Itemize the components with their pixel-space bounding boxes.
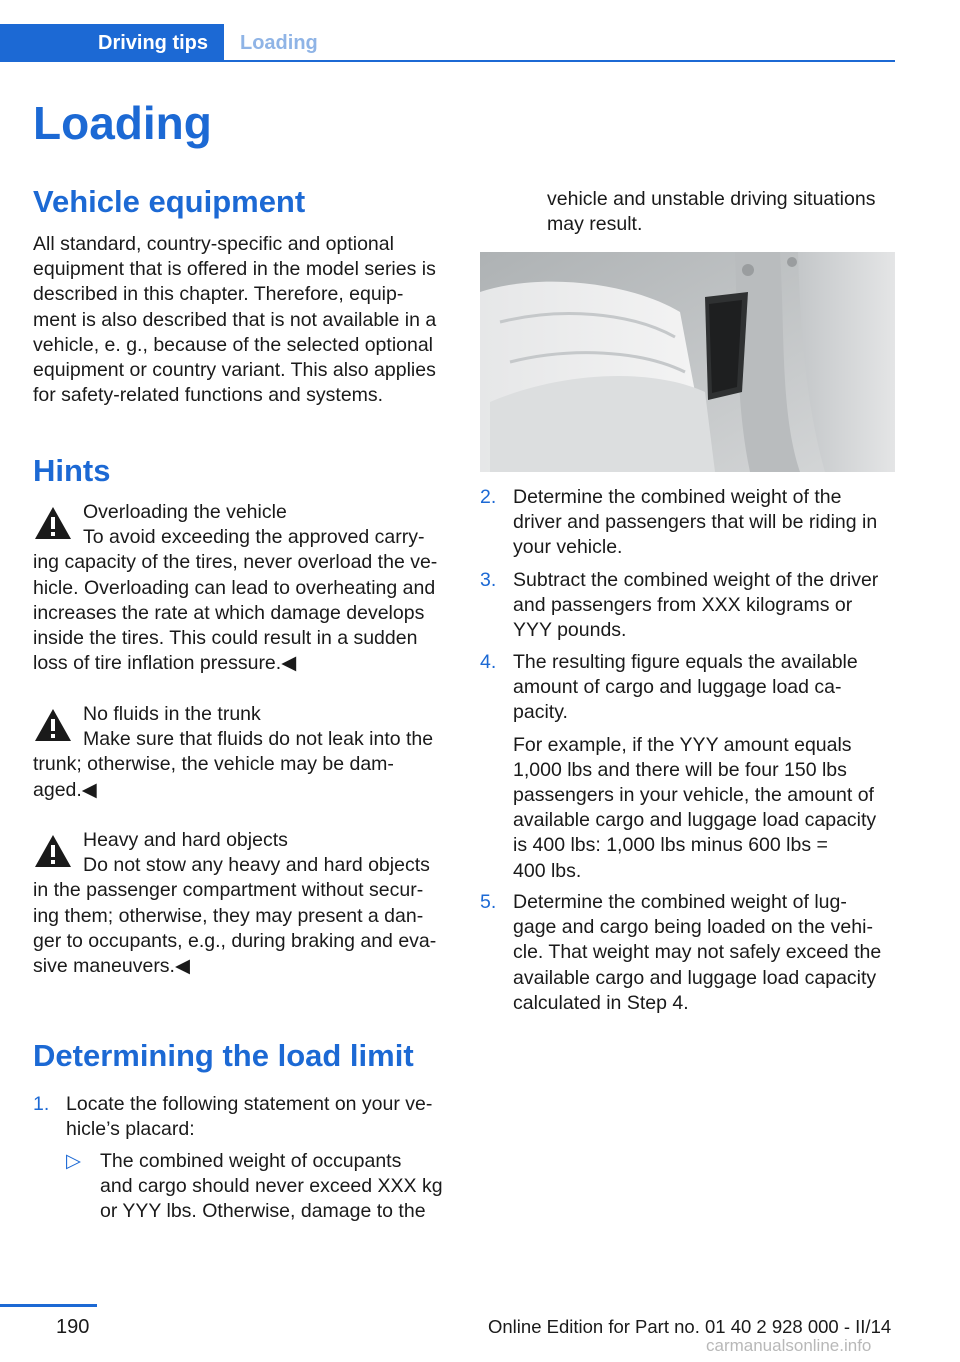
heading-vehicle-equipment: Vehicle equipment (33, 184, 306, 219)
tab-driving-tips[interactable]: Driving tips (0, 24, 224, 62)
text-line: equipment that is offered in the model series is (33, 258, 436, 281)
warning-triangle-icon (33, 706, 73, 746)
text-line: for safety-related functions and systems. (33, 384, 384, 407)
text-line: and passengers from XXX kilograms or (513, 594, 853, 617)
text-line: pacity. (513, 701, 568, 724)
step-number: 3. (480, 569, 497, 591)
text-line: ger to occupants, e.g., during braking and eva- (33, 929, 437, 952)
text-line: may result. (547, 213, 643, 236)
text-line: your vehicle. (513, 536, 623, 559)
text-line: 1,000 lbs and there will be four 150 lbs (513, 758, 847, 781)
step-number: 4. (480, 651, 497, 673)
text-line: Make sure that fluids do not leak into the (83, 728, 434, 751)
step-text (513, 890, 881, 1016)
door-sill-placard-photo (480, 252, 895, 472)
text-line: is 400 lbs: 1,000 lbs minus 600 lbs = (513, 834, 828, 857)
warning-title: Overloading the vehicle (83, 501, 287, 523)
watermark: carmanualsonline.info (706, 1336, 872, 1355)
bullet-continuation (547, 187, 895, 237)
vehicle-door-illustration (480, 252, 895, 472)
text-line: Locate the following statement on your ve- (66, 1093, 433, 1115)
heading-hints: Hints (33, 453, 111, 488)
warning-title: No fluids in the trunk (83, 703, 261, 725)
triangle-bullet-icon: ▷ (66, 1150, 81, 1172)
warning-title: Heavy and hard objects (83, 829, 288, 851)
text-line: available cargo and luggage load capacity (513, 966, 877, 989)
footer-rule (0, 1304, 97, 1307)
warning-no-fluids (33, 702, 448, 803)
text-line: or YYY lbs. Otherwise, damage to the (100, 1200, 426, 1223)
text-line: hicle. Overloading can lead to overheating and (33, 576, 436, 599)
page-title: Loading (33, 97, 212, 149)
text-line: Subtract the combined weight of the driver (513, 569, 879, 591)
text-line: driver and passengers that will be riding in (513, 511, 878, 534)
text-line: described in this chapter. Therefore, equip- (33, 283, 404, 306)
step-number: 1. (33, 1093, 50, 1115)
step-text (66, 1092, 432, 1142)
text-line: loss of tire inflation pressure.◀ (33, 652, 297, 675)
text-line: ing them; otherwise, they may present a dan- (33, 904, 424, 927)
text-line: amount of cargo and luggage load ca- (513, 676, 842, 699)
chapter-header (0, 24, 895, 62)
text-line: hicle’s placard: (66, 1118, 195, 1141)
text-line: ing capacity of the tires, never overload the ve- (33, 551, 438, 574)
page-number: 190 (56, 1316, 90, 1338)
heading-load-limit: Determining the load limit (33, 1038, 414, 1073)
text-line: equipment or country variant. This also applies (33, 359, 436, 382)
text-line: trunk; otherwise, the vehicle may be dam- (33, 753, 394, 776)
step-text (513, 650, 876, 884)
text-line: ment is also described that is not available in a (33, 308, 437, 331)
step-number: 2. (480, 486, 497, 508)
text-line: increases the rate at which damage develops (33, 601, 425, 624)
warning-overloading (33, 500, 448, 676)
text-line: gage and cargo being loaded on the vehi- (513, 916, 873, 939)
step-text (513, 485, 877, 561)
text-line: cle. That weight may not safely exceed the (513, 941, 882, 964)
bullet-text (100, 1149, 443, 1225)
warning-triangle-icon (33, 504, 73, 544)
text-line: Determine the combined weight of the (513, 486, 842, 508)
text-line: in the passenger compartment without secur- (33, 879, 424, 902)
step-text (513, 568, 878, 644)
step-number: 5. (480, 891, 497, 913)
text-line: For example, if the YYY amount equals (513, 733, 852, 756)
text-line: Determine the combined weight of lug- (513, 891, 847, 913)
text-line: aged.◀ (33, 778, 97, 801)
edition-note: Online Edition for Part no. 01 40 2 928 000 - II/14 (488, 1316, 892, 1337)
text-line: To avoid exceeding the approved carry- (83, 526, 425, 549)
vehicle-equipment-text (33, 232, 448, 408)
text-line: and cargo should never exceed XXX kg (100, 1175, 443, 1198)
warning-heavy-objects (33, 828, 448, 979)
text-line: Do not stow any heavy and hard objects (83, 854, 430, 877)
text-line: vehicle and unstable driving situations (547, 188, 876, 210)
text-line: passengers in your vehicle, the amount of (513, 784, 874, 807)
text-line: 400 lbs. (513, 859, 582, 882)
text-line: vehicle, e. g., because of the selected optional (33, 333, 434, 356)
text-line: The resulting figure equals the available (513, 651, 858, 673)
tab-loading[interactable]: Loading (240, 32, 318, 54)
text-line: YYY pounds. (513, 619, 627, 642)
text-line: All standard, country-specific and optional (33, 233, 394, 255)
text-line: available cargo and luggage load capacity (513, 809, 877, 832)
text-line: sive maneuvers.◀ (33, 955, 190, 978)
text-line: inside the tires. This could result in a sudden (33, 627, 418, 650)
text-line: calculated in Step 4. (513, 991, 689, 1014)
warning-triangle-icon (33, 832, 73, 872)
text-line: The combined weight of occupants (100, 1150, 402, 1172)
